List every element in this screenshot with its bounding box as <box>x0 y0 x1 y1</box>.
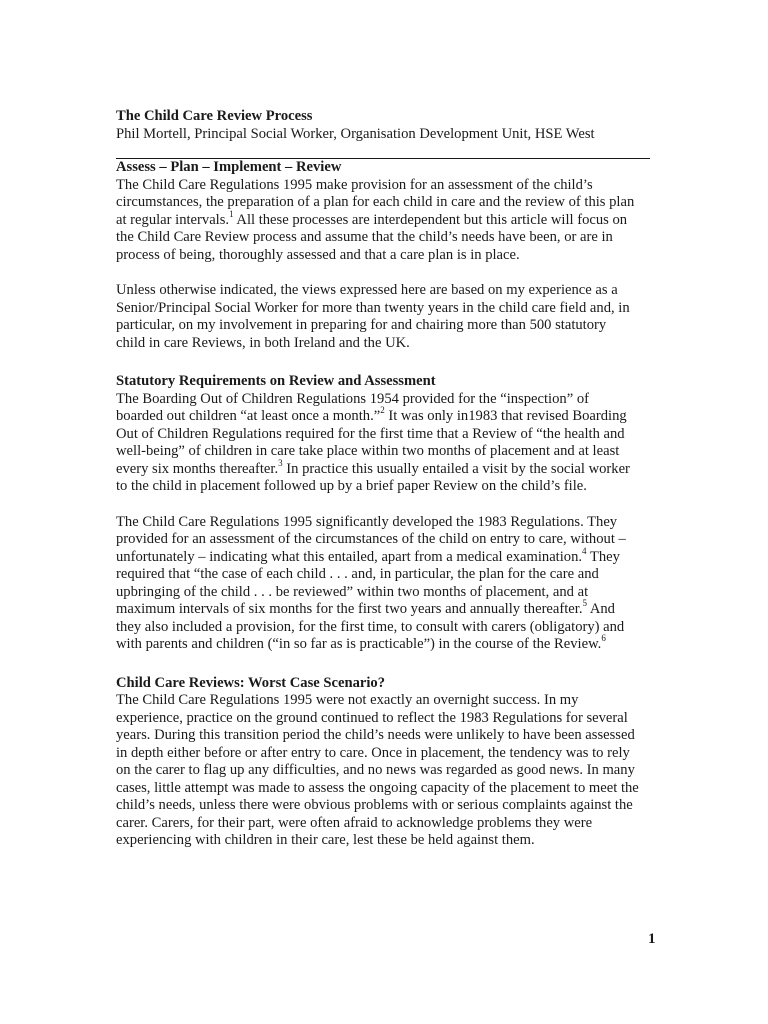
footnote-ref: 6 <box>601 633 606 644</box>
text-line <box>116 514 656 532</box>
text-line <box>116 531 656 549</box>
text-line <box>116 478 656 496</box>
paragraph <box>116 282 656 352</box>
text-line <box>116 208 656 230</box>
text-run: particular, on my involvement in preparing for and chairing more than 500 statutory <box>116 317 607 333</box>
text-line <box>116 780 656 798</box>
text-run: carer. Carers, for their part, were often afraid to acknowledge problems they were <box>116 814 593 831</box>
text-line <box>116 832 656 850</box>
footnote-ref: 2 <box>380 405 385 416</box>
text-run: on the carer to flag up any difficulties, and no news was regarded as good news. In many <box>116 762 635 778</box>
text-run: the Child Care Review process and assume that the child’s needs have been, or are in <box>116 229 613 245</box>
section-heading: Child Care Reviews: Worst Case Scenario? <box>116 674 386 691</box>
text-line <box>116 710 656 728</box>
text-run: It was only in1983 that revised Boarding <box>384 408 627 424</box>
text-run: well-being” of children in care take place within two months of placement and at least <box>116 443 620 459</box>
text-line <box>116 797 656 815</box>
text-line <box>116 282 656 300</box>
text-run: in depth either before or after entry to care. Once in placement, the tendency was to rely <box>116 744 630 761</box>
document-title: The Child Care Review Process <box>116 108 313 124</box>
text-run: experience, practice on the ground continued to reflect the 1983 Regulations for several <box>116 709 628 726</box>
text-run: Unless otherwise indicated, the views expressed here are based on my experience as a <box>116 282 618 298</box>
text-line <box>116 300 656 318</box>
text-run: child’s needs, unless there were obvious problems with or serious complaints against the <box>116 797 633 813</box>
text-line <box>116 391 656 409</box>
footnote-ref: 1 <box>229 208 234 219</box>
text-run: And <box>586 601 615 617</box>
text-run: years. During this transition period the child’s needs were unlikely to have been assessed <box>116 727 635 743</box>
text-run: every six months thereafter. <box>116 460 279 477</box>
text-line <box>116 457 656 479</box>
text-run: provided for an assessment of the circumstances of the child on entry to care, without – <box>116 531 626 547</box>
text-line <box>116 727 656 745</box>
section-heading: Statutory Requirements on Review and Assessment <box>116 373 436 389</box>
text-run: to the child in placement followed up by a brief paper Review on the child’s file. <box>116 478 587 494</box>
text-run: required that “the case of each child . . . and, in particular, the plan for the care and <box>116 566 599 582</box>
text-line <box>116 745 656 763</box>
paragraph <box>116 514 656 654</box>
text-run: The Child Care Regulations 1995 make provision for an assessment of the child’s <box>116 176 593 193</box>
text-line <box>116 443 656 461</box>
text-line <box>116 177 656 195</box>
text-run: maximum intervals of six months for the first two years and annually thereafter. <box>116 601 583 617</box>
section <box>116 675 656 850</box>
text-run: child in care Reviews, in both Ireland and the UK. <box>116 334 410 351</box>
paragraph <box>116 177 656 265</box>
text-run: process of being, thoroughly assessed and that a care plan is in place. <box>116 246 520 263</box>
text-line <box>116 692 656 710</box>
text-line <box>116 633 656 654</box>
document-page <box>116 108 656 850</box>
section-heading: Assess – Plan – Implement – Review <box>116 159 342 175</box>
text-run: upbringing of the child . . . be reviewed” within two months of placement, and at <box>116 583 589 600</box>
text-run: circumstances, the preparation of a plan for each child in care and the review of this plan <box>116 194 635 210</box>
text-run: unfortunately – indicating what this entailed, apart from a medical examination. <box>116 548 583 565</box>
text-run: with parents and children (“in so far as is practicable”) in the course of the Review. <box>116 636 602 652</box>
page-number: 1 <box>648 931 656 947</box>
text-run: The Child Care Regulations 1995 significantly developed the 1983 Regulations. They <box>116 513 618 530</box>
text-line <box>116 426 656 444</box>
text-run: The Child Care Regulations 1995 were not exactly an overnight success. In my <box>116 692 579 708</box>
text-line <box>116 335 656 353</box>
footnote-ref: 5 <box>582 598 587 609</box>
text-run: Out of Children Regulations required for the first time that a Review of “the health and <box>116 425 625 442</box>
text-line <box>116 247 656 265</box>
footnote-ref: 3 <box>278 457 283 468</box>
text-run: All these processes are interdependent but this article will focus on <box>233 211 628 228</box>
text-run: Senior/Principal Social Worker for more than twenty years in the child care field and, in <box>116 299 630 316</box>
header-divider <box>116 144 650 159</box>
text-line <box>116 566 656 584</box>
text-line <box>116 598 656 619</box>
text-line <box>116 584 656 602</box>
paragraph <box>116 692 656 850</box>
text-run: The Boarding Out of Children Regulations 1954 provided for the “inspection” of <box>116 390 589 407</box>
text-run: cases, little attempt was made to assess the ongoing capacity of the placement to meet the <box>116 779 639 796</box>
text-run: They <box>586 548 620 565</box>
text-run: at regular intervals. <box>116 211 230 228</box>
text-line <box>116 619 656 637</box>
text-run: boarded out children “at least once a month.” <box>116 408 381 424</box>
text-line <box>116 815 656 833</box>
text-line <box>116 194 656 212</box>
document-body <box>116 159 656 850</box>
text-line <box>116 317 656 335</box>
text-run: experiencing with children in their care, lest these be held against them. <box>116 832 535 848</box>
author-byline: Phil Mortell, Principal Social Worker, Organisation Development Unit, HSE West <box>116 125 595 142</box>
text-run: In practice this usually entailed a visit by the social worker <box>282 460 630 477</box>
text-run: they also included a provision, for the first time, to consult with carers (obligatory) and <box>116 618 625 635</box>
text-line <box>116 229 656 247</box>
paragraph <box>116 391 656 496</box>
section <box>116 373 656 654</box>
section <box>116 159 656 352</box>
text-line <box>116 545 656 567</box>
footnote-ref: 4 <box>582 545 587 556</box>
text-line <box>116 405 656 426</box>
text-line <box>116 762 656 780</box>
